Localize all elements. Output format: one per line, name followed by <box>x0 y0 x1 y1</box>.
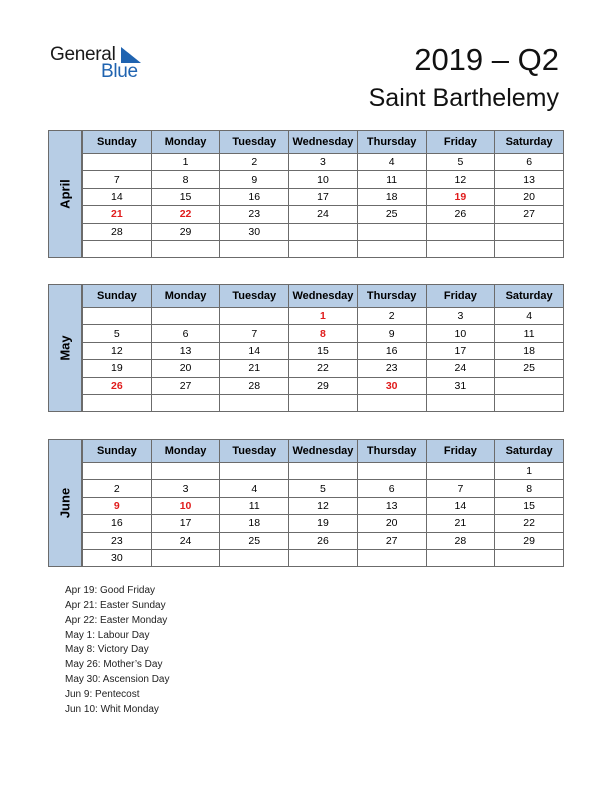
day-cell: 7 <box>220 325 289 342</box>
week-row <box>83 394 564 411</box>
calendar-grid <box>82 284 564 412</box>
day-cell: 20 <box>151 360 220 377</box>
day-cell <box>289 394 358 411</box>
day-cell: 1 <box>151 154 220 171</box>
day-cell: 30 <box>357 377 426 394</box>
day-cell <box>495 223 564 240</box>
holiday-note: Jun 9: Pentecost <box>65 688 140 700</box>
day-cell <box>289 549 358 566</box>
day-cell: 4 <box>495 308 564 325</box>
day-cell: 18 <box>495 342 564 359</box>
holiday-notes <box>65 584 170 718</box>
day-cell: 17 <box>289 188 358 205</box>
weekday-header: Monday <box>151 440 220 463</box>
day-cell: 21 <box>83 206 152 223</box>
day-cell: 11 <box>357 171 426 188</box>
day-cell: 10 <box>426 325 495 342</box>
day-cell: 12 <box>83 342 152 359</box>
holiday-note: Jun 10: Whit Monday <box>65 703 159 715</box>
day-cell: 20 <box>357 515 426 532</box>
holiday-note: May 26: Mother’s Day <box>65 659 163 671</box>
day-cell: 3 <box>289 154 358 171</box>
month-name: April <box>57 179 73 209</box>
month-label <box>48 439 82 567</box>
day-cell: 25 <box>357 206 426 223</box>
day-cell: 29 <box>289 377 358 394</box>
day-cell: 17 <box>151 515 220 532</box>
day-cell: 21 <box>220 360 289 377</box>
day-cell: 13 <box>495 171 564 188</box>
day-cell: 1 <box>495 463 564 480</box>
weekday-header: Tuesday <box>220 285 289 308</box>
weekday-header: Thursday <box>357 285 426 308</box>
day-cell: 14 <box>220 342 289 359</box>
day-cell: 27 <box>357 532 426 549</box>
day-cell: 5 <box>289 480 358 497</box>
day-cell: 18 <box>220 515 289 532</box>
day-cell: 6 <box>495 154 564 171</box>
calendar-grid <box>82 130 564 258</box>
week-row <box>83 463 564 480</box>
day-cell: 18 <box>357 188 426 205</box>
day-cell <box>83 394 152 411</box>
week-row <box>83 342 564 359</box>
day-cell: 9 <box>83 497 152 514</box>
day-cell <box>495 549 564 566</box>
day-cell: 23 <box>83 532 152 549</box>
day-cell: 2 <box>220 154 289 171</box>
day-cell: 27 <box>151 377 220 394</box>
day-cell: 31 <box>426 377 495 394</box>
page-subtitle: Saint Barthelemy <box>368 84 559 112</box>
holiday-note: Apr 19: Good Friday <box>65 585 156 596</box>
week-row <box>83 206 564 223</box>
day-cell: 14 <box>83 188 152 205</box>
day-cell <box>151 463 220 480</box>
day-cell <box>289 240 358 257</box>
day-cell: 24 <box>289 206 358 223</box>
day-cell <box>357 223 426 240</box>
weekday-header: Monday <box>151 285 220 308</box>
holiday-note: Apr 21: Easter Sunday <box>65 599 166 611</box>
day-cell: 10 <box>289 171 358 188</box>
day-cell: 26 <box>289 532 358 549</box>
week-row <box>83 154 564 171</box>
day-cell: 12 <box>426 171 495 188</box>
weekday-header: Saturday <box>495 131 564 154</box>
weekday-header: Tuesday <box>220 131 289 154</box>
day-cell: 7 <box>83 171 152 188</box>
weekday-header: Friday <box>426 440 495 463</box>
week-row <box>83 360 564 377</box>
day-cell: 23 <box>220 206 289 223</box>
day-cell: 2 <box>83 480 152 497</box>
weekday-header: Saturday <box>495 285 564 308</box>
week-row <box>83 171 564 188</box>
day-cell: 19 <box>289 515 358 532</box>
weekday-header: Wednesday <box>289 131 358 154</box>
holiday-note: May 8: Victory Day <box>65 644 149 656</box>
day-cell <box>83 240 152 257</box>
day-cell: 17 <box>426 342 495 359</box>
weekday-header-row <box>83 285 564 308</box>
day-cell <box>83 463 152 480</box>
page-title: 2019 – Q2 <box>414 42 559 77</box>
day-cell <box>495 377 564 394</box>
day-cell: 29 <box>495 532 564 549</box>
day-cell: 4 <box>220 480 289 497</box>
day-cell <box>220 394 289 411</box>
day-cell: 20 <box>495 188 564 205</box>
day-cell: 3 <box>151 480 220 497</box>
month-name: June <box>57 487 73 519</box>
weekday-header: Sunday <box>83 285 152 308</box>
day-cell: 8 <box>151 171 220 188</box>
week-row <box>83 325 564 342</box>
day-cell: 7 <box>426 480 495 497</box>
day-cell <box>357 463 426 480</box>
weekday-header: Wednesday <box>289 285 358 308</box>
day-cell: 26 <box>83 377 152 394</box>
weekday-header: Thursday <box>357 440 426 463</box>
day-cell <box>220 549 289 566</box>
day-cell: 3 <box>426 308 495 325</box>
week-row <box>83 188 564 205</box>
day-cell <box>426 240 495 257</box>
day-cell <box>495 240 564 257</box>
day-cell: 24 <box>426 360 495 377</box>
day-cell: 1 <box>289 308 358 325</box>
day-cell <box>426 463 495 480</box>
weekday-header-row <box>83 440 564 463</box>
day-cell <box>220 463 289 480</box>
logo-text-general: General <box>50 44 116 65</box>
weekday-header: Sunday <box>83 131 152 154</box>
day-cell: 26 <box>426 206 495 223</box>
day-cell: 6 <box>151 325 220 342</box>
day-cell: 25 <box>495 360 564 377</box>
weekday-header: Saturday <box>495 440 564 463</box>
day-cell: 5 <box>426 154 495 171</box>
day-cell <box>289 223 358 240</box>
day-cell: 22 <box>151 206 220 223</box>
weekday-header: Wednesday <box>289 440 358 463</box>
day-cell: 30 <box>220 223 289 240</box>
month-name: May <box>57 335 73 361</box>
weekday-header: Friday <box>426 285 495 308</box>
day-cell: 23 <box>357 360 426 377</box>
day-cell <box>357 549 426 566</box>
calendar-grid <box>82 439 564 567</box>
day-cell: 25 <box>220 532 289 549</box>
week-row <box>83 240 564 257</box>
weekday-header: Thursday <box>357 131 426 154</box>
day-cell: 13 <box>357 497 426 514</box>
day-cell <box>220 240 289 257</box>
day-cell: 9 <box>357 325 426 342</box>
day-cell: 8 <box>289 325 358 342</box>
holiday-note: May 1: Labour Day <box>65 629 150 641</box>
week-row <box>83 480 564 497</box>
brand-logo <box>50 44 150 84</box>
day-cell: 16 <box>220 188 289 205</box>
day-cell: 5 <box>83 325 152 342</box>
week-row <box>83 515 564 532</box>
day-cell: 13 <box>151 342 220 359</box>
day-cell <box>83 154 152 171</box>
weekday-header: Friday <box>426 131 495 154</box>
day-cell: 24 <box>151 532 220 549</box>
day-cell <box>151 394 220 411</box>
day-cell: 29 <box>151 223 220 240</box>
day-cell <box>357 240 426 257</box>
day-cell: 28 <box>83 223 152 240</box>
day-cell: 28 <box>220 377 289 394</box>
day-cell <box>289 463 358 480</box>
weekday-header: Tuesday <box>220 440 289 463</box>
weekday-header: Monday <box>151 131 220 154</box>
day-cell <box>495 394 564 411</box>
day-cell: 22 <box>289 360 358 377</box>
week-row <box>83 223 564 240</box>
week-row <box>83 377 564 394</box>
day-cell: 30 <box>83 549 152 566</box>
day-cell <box>426 394 495 411</box>
day-cell: 14 <box>426 497 495 514</box>
day-cell: 6 <box>357 480 426 497</box>
day-cell: 15 <box>151 188 220 205</box>
day-cell: 4 <box>357 154 426 171</box>
day-cell: 28 <box>426 532 495 549</box>
week-row <box>83 497 564 514</box>
day-cell: 2 <box>357 308 426 325</box>
day-cell: 9 <box>220 171 289 188</box>
weekday-header-row <box>83 131 564 154</box>
day-cell <box>220 308 289 325</box>
day-cell: 19 <box>83 360 152 377</box>
day-cell: 11 <box>220 497 289 514</box>
month-label <box>48 130 82 258</box>
day-cell: 11 <box>495 325 564 342</box>
day-cell <box>357 394 426 411</box>
logo-text-blue: Blue <box>101 61 138 82</box>
day-cell: 16 <box>357 342 426 359</box>
day-cell <box>151 549 220 566</box>
day-cell <box>426 223 495 240</box>
week-row <box>83 549 564 566</box>
weekday-header: Sunday <box>83 440 152 463</box>
day-cell: 10 <box>151 497 220 514</box>
day-cell <box>151 240 220 257</box>
day-cell: 19 <box>426 188 495 205</box>
day-cell: 15 <box>289 342 358 359</box>
week-row <box>83 532 564 549</box>
day-cell: 15 <box>495 497 564 514</box>
day-cell: 21 <box>426 515 495 532</box>
day-cell: 16 <box>83 515 152 532</box>
day-cell: 27 <box>495 206 564 223</box>
day-cell: 8 <box>495 480 564 497</box>
day-cell <box>151 308 220 325</box>
month-label <box>48 284 82 412</box>
day-cell <box>83 308 152 325</box>
holiday-note: May 30: Ascension Day <box>65 674 170 686</box>
day-cell: 12 <box>289 497 358 514</box>
week-row <box>83 308 564 325</box>
holiday-note: Apr 22: Easter Monday <box>65 614 168 626</box>
day-cell <box>426 549 495 566</box>
day-cell: 22 <box>495 515 564 532</box>
